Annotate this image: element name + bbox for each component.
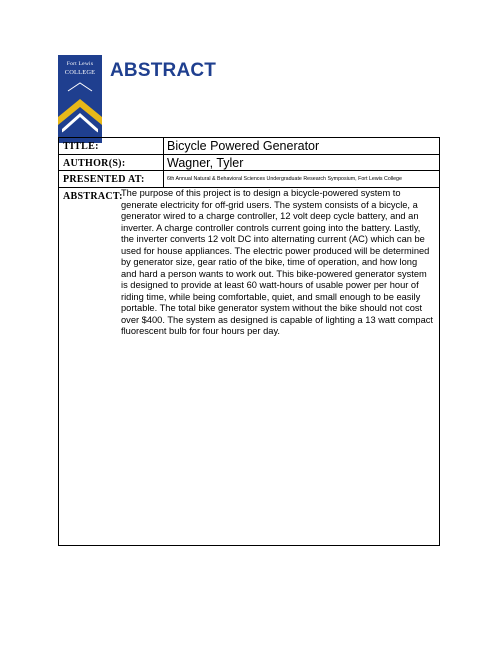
logo-text-line1: Fort Lewis — [66, 61, 94, 67]
author-label: AUTHOR(S): — [63, 158, 126, 169]
logo-text-line2: COLLEGE — [64, 69, 96, 76]
title-row — [59, 138, 439, 155]
abstract-body: The purpose of this project is to design a bicycle-powered system to generate electricity for off-grid users. The system consists of a bicycle, a generator wired to a charge controller, 12 volt deep cycle battery, and an inverter. A charge controller controls current going into the battery. Lastly, the inverter converts 12 volt DC into alternating current (AC) which can be used for house appliances. The electric power produced will be determined by generator size, gear ratio of the bike, time of operation, and how long and hard a person wants to work out. This bike-powered generator system is designed to provide at least 60 watt-hours of usable power per hour of riding time, while being comfortable, quiet, and small enough to be easily portable. The total bike generator system without the bike should not cost over $400. The system as designed is capable of lighting a 13 watt compact fluorescent bulb for four hours per day. — [121, 188, 433, 336]
page-heading: ABSTRACT — [110, 60, 217, 81]
title-value: Bicycle Powered Generator — [163, 138, 439, 154]
college-logo — [58, 55, 102, 143]
presented-label: PRESENTED AT: — [63, 174, 145, 185]
author-value: Wagner, Tyler — [163, 155, 439, 170]
abstract-form — [58, 137, 440, 546]
title-label: TITLE: — [63, 141, 99, 152]
presented-row — [59, 171, 439, 188]
abstract-label: ABSTRACT: — [63, 191, 123, 202]
author-row — [59, 155, 439, 171]
presented-value: 6th Annual Natural & Behavioral Sciences Undergraduate Research Symposium, Fort Lewis College — [163, 171, 439, 187]
